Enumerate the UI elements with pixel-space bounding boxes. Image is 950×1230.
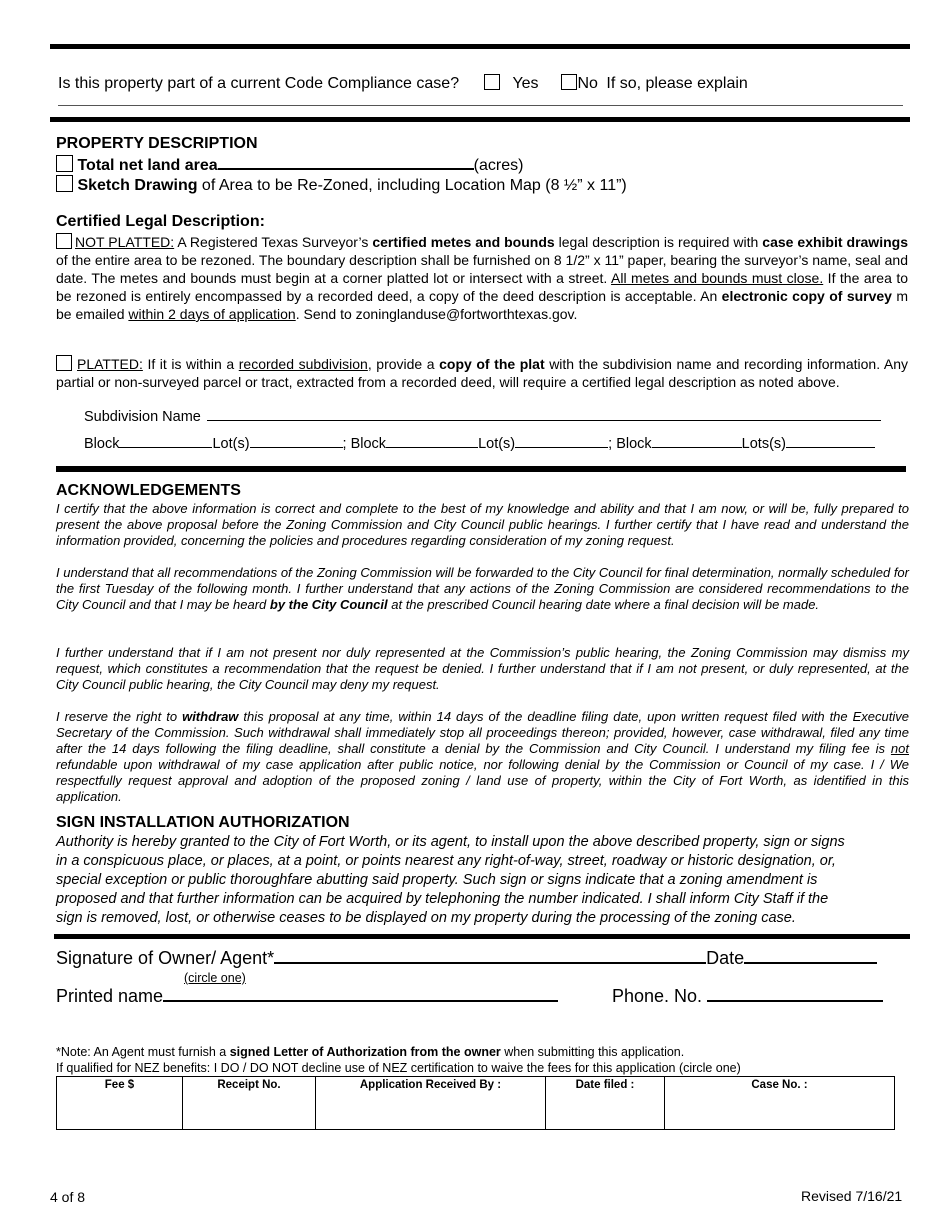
text: when submitting this application. (500, 1045, 685, 1059)
text-bold: by the City Council (269, 597, 388, 612)
acknowledgement-paragraph-1: I certify that the above information is correct and complete to the best of my knowledge and ability and that I am now, or will be, fully prepared to present the above proposal before the Zoning Commission and City Council public hearings. I further certify that I have read and understand the information provided, concerning the policies and procedures regarding consideration of my zoning request. (56, 501, 909, 548)
lot-label: Lot(s) (478, 436, 516, 452)
fee-cell[interactable]: Fee $ (57, 1077, 183, 1130)
sign-installation-text (56, 833, 916, 928)
no-label: No (577, 75, 598, 92)
sign-line: proposed and that further information can be acquired by telephoning the number indicated. I shall inform City Staff if the (56, 891, 829, 907)
sketch-label: Sketch Drawing (77, 177, 198, 194)
text: *Note: An Agent must furnish a (56, 1045, 230, 1059)
text: I reserve the right to (56, 709, 183, 724)
table-row (57, 1077, 895, 1130)
lot-field-1[interactable] (250, 447, 343, 448)
signature-label: Signature of Owner/ Agent* (56, 948, 275, 968)
text: with the subdivision name and recording information. Any partial or non-surveyed parcel or tract, extracted from a recorded deed, will require a certified legal description as noted above. (56, 356, 909, 390)
subdivision-name-field[interactable] (207, 420, 881, 421)
sketch-row (56, 175, 627, 195)
acknowledgement-paragraph-4 (56, 709, 909, 805)
text-underlined: recorded subdivision (238, 356, 368, 372)
section-divider-3 (54, 934, 910, 939)
block-lot-row (84, 436, 875, 452)
sketch-checkbox[interactable] (56, 175, 73, 192)
text: at the prescribed Council hearing date where a final decision will be made. (387, 597, 820, 612)
not-platted-paragraph (56, 233, 908, 323)
phone-field[interactable] (707, 1000, 883, 1002)
text: I understand that all recommendations of the Zoning Commission will be forwarded to the City Council for final determination, normally scheduled for the first Tuesday of the following month. I further understand that any actions of the Zoning Commission are considered recommendations to the City Council and that I may be heard (56, 565, 909, 612)
page-number: 4 of 8 (50, 1189, 86, 1205)
text: If it is within a (142, 356, 239, 372)
no-checkbox[interactable] (561, 74, 577, 90)
lot-label: Lot(s) (212, 436, 250, 452)
text: legal description is required with (554, 234, 763, 250)
land-area-checkbox[interactable] (56, 155, 73, 172)
text: refundable upon withdrawal of my case application after public notice, nor following denial by the Commission or Council of my case. I / We respectfully request approval and adoption of the proposed zoning / land use of property, within the City of Fort Worth, as identified in this application. (56, 757, 909, 804)
revised-date: Revised 7/16/21 (801, 1188, 903, 1204)
signature-field[interactable] (274, 962, 706, 964)
date-field[interactable] (744, 962, 877, 964)
platted-paragraph (56, 355, 908, 391)
signature-row (56, 948, 877, 969)
sign-installation-heading: SIGN INSTALLATION AUTHORIZATION (56, 814, 350, 831)
explain-line[interactable] (58, 105, 903, 106)
subdivision-name-label: Subdivision Name (84, 409, 201, 425)
text-underlined: within 2 days of application (128, 306, 296, 322)
nez-note: If qualified for NEZ benefits: I DO / DO NOT decline use of NEZ certification to waive the fees for this application (circle one) (56, 1061, 741, 1075)
acknowledgement-paragraph-3: I further understand that if I am not present nor duly represented at the Commission’s public hearing, the Zoning Commission may dismiss my request, which constitutes a recommendation that the request be denied. I further understand that if I am not present, or duly represented, at the City Council public hearing, the City Council may deny my request. (56, 645, 909, 692)
received-by-cell[interactable]: Application Received By : (316, 1077, 546, 1130)
yes-checkbox[interactable] (484, 74, 500, 90)
code-compliance-question: Is this property part of a current Code Compliance case? (58, 75, 460, 92)
text: If the area to be rezoned is entirely encompassed by a recorded deed, a copy of the deed description is acceptable. An (56, 270, 909, 304)
platted-label: PLATTED: (77, 356, 143, 372)
printed-name-label: Printed name (56, 986, 164, 1006)
land-area-field[interactable] (218, 168, 474, 170)
receipt-cell[interactable]: Receipt No. (183, 1077, 316, 1130)
sign-line: Authority is hereby granted to the City of Fort Worth, or its agent, to install upon the above described property, sign or signs (56, 834, 845, 850)
text-underlined: All metes and bounds must close. (611, 270, 824, 286)
text: , provide a (367, 356, 440, 372)
printed-name-field[interactable] (163, 1000, 558, 1002)
text-bold: electronic copy of survey (721, 288, 892, 304)
legal-heading: Certified Legal Description: (56, 213, 265, 230)
block-label: ; Block (608, 436, 652, 452)
subdivision-row (84, 409, 881, 425)
section-divider-1 (50, 117, 910, 122)
land-area-label: Total net land area (77, 157, 218, 174)
text: this proposal at any time, within 14 days of the deadline filing date, upon written request filed with the Executive Secretary of the Commission. Such withdrawal shall immediately stop all proceedings thereon; provided, however, case withdrawal, filed any time after the 14 days following the filing deadline, shall constitute a denial by the Commission and City Council. I understand my filing fee is (56, 709, 909, 756)
phone-label: Phone. No. (612, 986, 703, 1006)
date-label: Date (706, 948, 745, 968)
text-bold: certified metes and bounds (372, 234, 555, 250)
not-platted-checkbox[interactable] (56, 233, 72, 249)
top-divider (50, 44, 910, 49)
explain-label: If so, please explain (606, 75, 748, 92)
text-bold: withdraw (182, 709, 239, 724)
text: of the entire area to be rezoned. The boundary description shall be furnished on 8 1/2” x 11” paper, bearing the surveyor’s name, seal and date. The metes and bounds must begin at a corner platted lot or intersect with a street. (56, 252, 908, 286)
text-bold: case exhibit drawings (762, 234, 908, 250)
lot-field-2[interactable] (515, 447, 608, 448)
block-field-2[interactable] (386, 447, 478, 448)
text: m be emailed (56, 288, 909, 322)
land-area-row (56, 155, 523, 175)
yes-label: Yes (512, 75, 539, 92)
block-field-1[interactable] (119, 447, 212, 448)
acknowledgements-heading: ACKNOWLEDGEMENTS (56, 482, 241, 499)
text-bold: signed Letter of Authorization from the owner (229, 1045, 501, 1059)
email-text: . Send to zoninglanduse@fortworthtexas.gov. (295, 306, 578, 322)
case-no-cell[interactable]: Case No. : (665, 1077, 895, 1130)
phone-row (612, 986, 883, 1007)
agent-note (56, 1045, 684, 1059)
acres-label: (acres) (473, 157, 524, 174)
platted-checkbox[interactable] (56, 355, 72, 371)
sign-line: special exception or public thoroughfare abutting said property. Such sign or signs indicate that a zoning amendment is (56, 872, 818, 888)
date-filed-cell[interactable]: Date filed : (546, 1077, 665, 1130)
text-bold: copy of the plat (439, 356, 545, 372)
sign-line: sign is removed, lost, or otherwise ceases to be displayed on my property during the processing of the zoning case. (56, 910, 796, 926)
section-divider-2 (56, 466, 906, 472)
circle-one-note: (circle one) (184, 971, 246, 985)
block-label: ; Block (342, 436, 387, 452)
text-underlined: not (890, 741, 909, 756)
block-label: Block (84, 436, 120, 452)
block-field-3[interactable] (652, 447, 742, 448)
lots-label: Lots(s) (741, 436, 786, 452)
property-description-heading: PROPERTY DESCRIPTION (56, 135, 258, 152)
code-compliance-row (58, 74, 748, 93)
printed-name-row (56, 986, 558, 1007)
office-use-table (56, 1076, 895, 1130)
acknowledgement-paragraph-2 (56, 565, 909, 613)
sketch-description: of Area to be Re-Zoned, including Location Map (8 ½” x 11”) (197, 177, 627, 194)
text: A Registered Texas Surveyor’s (174, 234, 373, 250)
not-platted-label: NOT PLATTED: (75, 234, 175, 250)
sign-line: in a conspicuous place, or places, at a point, or points nearest any right-of-way, street, roadway or historic designation, or, (56, 853, 836, 869)
lots-field-3[interactable] (786, 447, 875, 448)
